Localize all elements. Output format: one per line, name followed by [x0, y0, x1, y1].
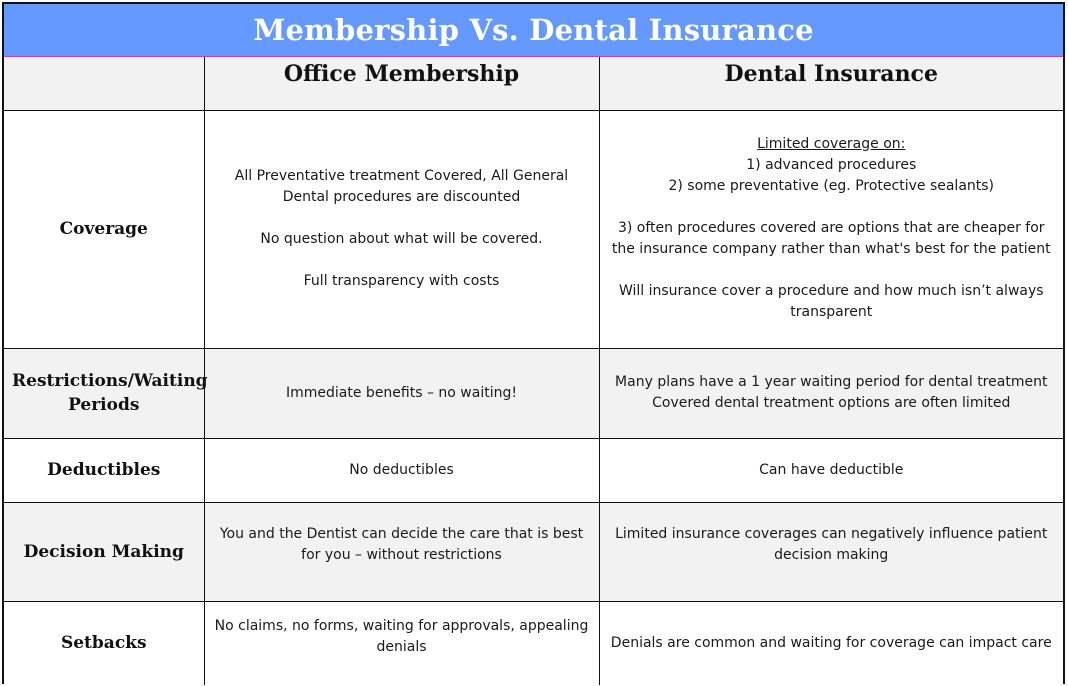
insurance-cell — [599, 110, 1063, 348]
header-row — [4, 57, 1063, 110]
insurance-cell: Many plans have a 1 year waiting period for dental treatment Covered dental treatment options are often limited — [599, 348, 1063, 438]
table-row-decision-making — [4, 502, 1063, 601]
membership-cell: You and the Dentist can decide the care that is best for you – without restrictions — [204, 502, 599, 601]
column-header-membership: Office Membership — [283, 61, 520, 88]
row-label: Decision Making — [23, 541, 184, 562]
header-cell-membership — [204, 57, 599, 110]
table-row-deductibles — [4, 438, 1063, 502]
comparison-document — [2, 2, 1065, 684]
row-label-cell — [4, 601, 204, 685]
row-label: Coverage — [59, 219, 148, 239]
header-cell-insurance — [599, 57, 1063, 110]
membership-cell — [204, 110, 599, 348]
row-label: Setbacks — [60, 633, 147, 654]
membership-cell: Immediate benefits – no waiting! — [204, 348, 599, 438]
column-header-insurance: Dental Insurance — [724, 61, 938, 88]
membership-cell: No deductibles — [204, 438, 599, 502]
insurance-cell: Can have deductible — [599, 438, 1063, 502]
row-label-cell — [4, 438, 204, 502]
table-row-coverage — [4, 110, 1063, 348]
table-row-setbacks — [4, 601, 1063, 685]
row-label-cell — [4, 348, 208, 438]
table-row-restrictions — [4, 348, 1063, 438]
membership-cell: No claims, no forms, waiting for approvals, appealing denials — [204, 601, 599, 685]
row-label-cell — [4, 110, 204, 348]
insurance-cell: Denials are common and waiting for coverage can impact care — [599, 601, 1063, 685]
page-title: Membership Vs. Dental Insurance — [253, 13, 814, 47]
title-banner — [4, 4, 1063, 57]
comparison-table — [4, 57, 1063, 685]
coverage-heading: Limited coverage on: — [757, 135, 906, 152]
row-label-cell — [4, 502, 204, 601]
row-label: Restrictions/Waiting Periods — [12, 371, 208, 415]
insurance-cell: Limited insurance coverages can negatively influence patient decision making — [599, 502, 1063, 601]
membership-coverage-text: All Preventative treatment Covered, All General Dental procedures are discounted No question about what will be covered. Full transparency with costs — [234, 168, 569, 289]
insurance-coverage-text: Limited coverage on: 1) advanced procedures 2) some preventative (eg. Protective sealants) 3) often procedures covered are options that are cheaper for the insurance company rather than what's best for the patient Will insurance cover a procedure and how much isn’t always transparent — [608, 134, 1056, 323]
header-cell-empty — [4, 57, 204, 110]
row-label: Deductibles — [47, 460, 161, 480]
